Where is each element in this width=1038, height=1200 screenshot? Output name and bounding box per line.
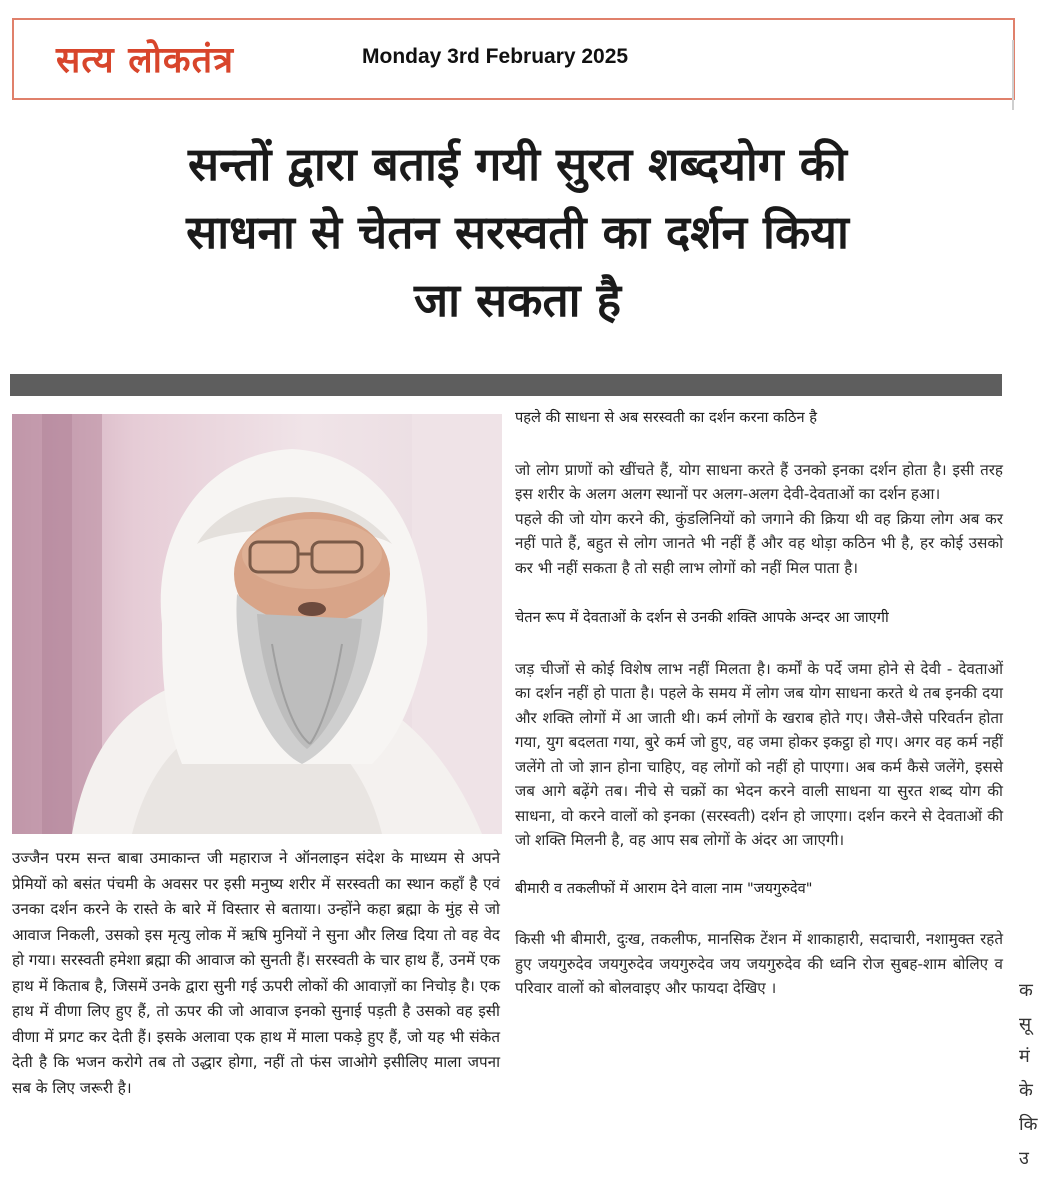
edge-fragment: सू xyxy=(1019,1014,1032,1035)
masthead xyxy=(12,18,1015,100)
edge-fragment: उ xyxy=(1019,1148,1029,1169)
subheading-2: चेतन रूप में देवताओं के दर्शन से उनकी शक्ति आपके अन्दर आ जाएगी xyxy=(515,609,889,626)
edge-fragment: मं xyxy=(1019,1046,1030,1067)
edge-fragment: के xyxy=(1019,1080,1033,1101)
paragraph-1: जो लोग प्राणों को खींचते हैं, योग साधना करते हैं उनको इनका दर्शन होता है। इसी तरह इस शरीर के अलग अलग स्थानों पर अलग-अलग देवी-देवताओं का दर्शन हआ। xyxy=(515,460,1003,503)
subheading-3: बीमारी व तकलीफों में आराम देने वाला नाम "जयगुरुदेव" xyxy=(515,879,813,897)
issue-date: Monday 3rd February 2025 xyxy=(362,45,629,68)
newspaper-logo: सत्य लोकतंत्र xyxy=(56,39,234,81)
headline-line-1: सन्तों द्वारा बताई गयी सुरत शब्दयोग की xyxy=(188,137,847,191)
edge-fragment: कि xyxy=(1019,1114,1038,1135)
article-headline xyxy=(0,130,1035,334)
portrait-photo xyxy=(12,414,502,834)
paragraph-4: किसी भी बीमारी, दुःख, तकलीफ, मानसिक टेंशन में शाकाहारी, सदाचारी, नशामुक्त रहते हुए जयगुरुदेव जयगुरुदेव जयगुरुदेव जय जयगुरुदेव की ध्वनि रोज सुबह-शाम बोलिए व परिवार वालों को बोलवाइए और फायदा देखिए । xyxy=(515,930,1003,997)
headline-line-2: साधना से चेतन सरस्वती का दर्शन किया xyxy=(186,205,849,259)
paragraph-3: जड़ चीजों से कोई विशेष लाभ नहीं मिलता है। कर्मों के पर्दे जमा होने से देवी - देवताओं का दर्शन नहीं हो पाता है। पहले के समय में लोग जब योग साधना करते थे तब इनकी दया और शक्ति लोगों में आ जाती थी। कर्म लोगों के खराब होते गए। जैसे-जैसे परिवर्तन होता गया, युग बदलता गया, बुरे कर्म जो हुए, वह जमा होकर इकट्ठा हो गए। अगर वह कर्म नहीं जलेंगे तो जो ज्ञान होना चाहिए, वह लोगों को नहीं हो पाएगा। अब कर्म कैसे जलेंगे, इससे जब आगे बढ़ेंगे तब। नीचे से चक्रों का भेदन करने वाली साधना या सुरत शब्द योग की साधना, वो करने वालों को इनका (सरस्वती) दर्शन हो जाएगा। दर्शन करने से देवताओं की जो शक्ति मिलनी है, वह आप सब लोगों के अंदर आ जाएगी। xyxy=(515,659,1003,849)
section-divider-band xyxy=(10,374,1002,396)
article-right-column xyxy=(515,406,1003,1001)
article-intro-paragraph: उज्जैन परम सन्त बाबा उमाकान्त जी महाराज ने ऑनलाइन संदेश के माध्यम से अपने प्रेमियों को बसंत पंचमी के अवसर पर इसी मनुष्य शरीर में सरस्वती का स्थान कहाँ है एवं उनका दर्शन करने के रास्ते के बारे में विस्तार से बताया। उन्होंने कहा ब्रह्मा के मुंह से जो आवाज निकली, उसको इस मृत्यु लोक में ऋषि मुनियों ने सुना और लिख दिया तो वह वेद हो गया। सरस्वती हमेशा ब्रह्मा की आवाज को सुनती हैं। सरस्वती के चार हाथ हैं, उनमें एक हाथ में किताब है, जिसमें उनके द्वारा सुनी गई ऊपरी लोकों की आवाज़ों का निचोड़ है। एक हाथ में वीणा लिए हुए हैं, तो ऊपर की जो आवाज इनको सुनाई पड़ती है उसको वह इसी वीणा में प्रगट कर देती हैं। इसके अलावा एक हाथ में माला पकड़े हुए हैं, जो यह भी संकेत देती है कि भजन करोगे तब तो उद्धार होगा, नहीं तो फंस जाओगे इसीलिए माला जपना सब के लिए जरूरी है। xyxy=(12,849,500,1097)
edge-fragment: क xyxy=(1019,980,1033,1001)
page-edge-rule xyxy=(1012,40,1014,110)
headline-line-3: जा सकता है xyxy=(413,273,622,327)
portrait-illustration xyxy=(12,414,502,834)
subheading-1: पहले की साधना से अब सरस्वती का दर्शन करना कठिन है xyxy=(515,409,818,426)
paragraph-2: पहले की जो योग करने की, कुंडलिनियों को जगाने की क्रिया थी वह क्रिया लोग अब कर नहीं पाते हैं, बहुत से लोग जानते भी नहीं हैं और वह थोड़ा कठिन भी है, हर कोई उसको कर भी नहीं सकता है तो सही लाभ लोगों को नहीं मिल पाता है। xyxy=(515,509,1003,577)
adjacent-column-fragments xyxy=(1017,380,1038,1200)
